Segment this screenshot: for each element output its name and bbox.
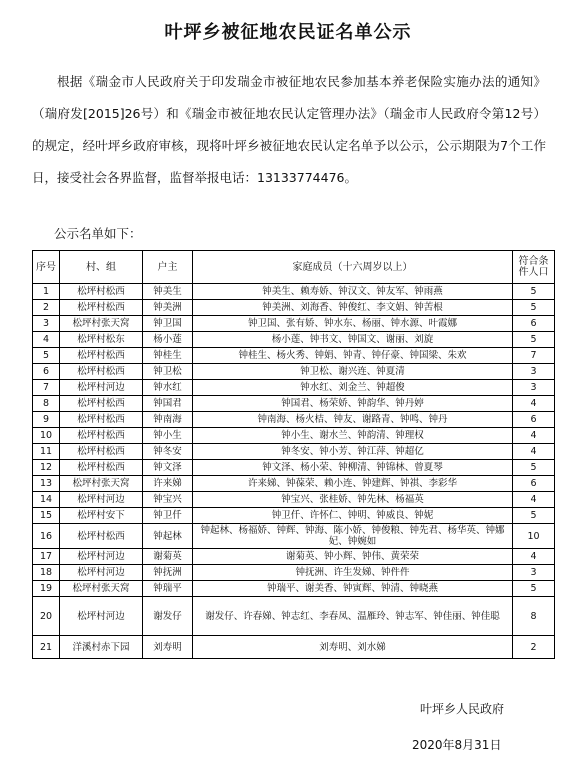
notice-body: 根据《瑞金市人民政府关于印发瑞金市被征地农民参加基本养老保险实施办法的通知》（瑞府发[2015]26号）和《瑞金市被征地农民认定管理办法》（瑞金市人民政府令第12号）的规定，经叶坪乡政府审核，现将叶坪乡被征地农民认定名单予以公示，公示期限为7个工作日，接受社会各界监督，监督举报电话：13133774476。 [32,74,546,185]
cell-count: 10 [513,524,555,549]
cell-village: 松坪村安下 [60,508,143,524]
cell-members: 钟起林、杨福娇、钟辉、钟海、陈小娇、钟俊粮、钟先君、杨华英、钟娜妃、钟婉如 [193,524,513,549]
table-row [33,565,555,581]
cell-village: 松坪村张天窝 [60,581,143,597]
cell-head: 钟卫仟 [143,508,193,524]
cell-count: 7 [513,348,555,364]
issue-date: 2020年8月31日 [412,738,502,752]
cell-head: 许来娣 [143,476,193,492]
cell-members: 钟卫仟、许怀仁、钟明、钟威良、钟妮 [193,508,513,524]
cell-members: 钟国君、杨荣娇、钟韵华、钟丹婷 [193,396,513,412]
cell-village: 松坪村松西 [60,284,143,300]
cell-members: 钟瑞平、谢美香、钟寅辉、钟清、钟晓燕 [193,581,513,597]
table-row [33,444,555,460]
cell-village: 松坪村松西 [60,428,143,444]
cell-head: 谢发仔 [143,597,193,636]
cell-head: 钟卫国 [143,316,193,332]
table-row [33,508,555,524]
cell-head: 钟抚洲 [143,565,193,581]
cell-village: 松坪村张天窝 [60,316,143,332]
cell-count: 3 [513,380,555,396]
cell-count: 4 [513,428,555,444]
cell-head: 钟小生 [143,428,193,444]
cell-count: 8 [513,597,555,636]
cell-head: 钟南海 [143,412,193,428]
cell-village: 松坪村河边 [60,565,143,581]
cell-village: 松坪村松西 [60,396,143,412]
cell-village: 松坪村松东 [60,332,143,348]
cell-village: 松坪村松西 [60,300,143,316]
table-header-row [33,251,555,284]
table-row [33,332,555,348]
table-row [33,549,555,565]
cell-seq: 11 [33,444,60,460]
cell-members: 钟美生、赖寿娇、钟汉文、钟友军、钟雨燕 [193,284,513,300]
cell-village: 松坪村河边 [60,549,143,565]
cell-seq: 17 [33,549,60,565]
cell-members: 杨小莲、钟书文、钟国文、谢丽、刘旋 [193,332,513,348]
cell-count: 5 [513,508,555,524]
header-village: 村、组 [60,251,143,284]
cell-members: 钟南海、杨火桔、钟友、谢路青、钟鸣、钟丹 [193,412,513,428]
cell-members: 钟冬安、钟小芳、钟江萍、钟超亿 [193,444,513,460]
cell-village: 松坪村河边 [60,492,143,508]
cell-count: 2 [513,636,555,659]
cell-seq: 15 [33,508,60,524]
cell-seq: 21 [33,636,60,659]
cell-head: 谢菊英 [143,549,193,565]
cell-members: 钟文泽、杨小荣、钟柳清、钟锦林、曾夏琴 [193,460,513,476]
cell-head: 钟美生 [143,284,193,300]
cell-count: 5 [513,460,555,476]
cell-head: 钟文泽 [143,460,193,476]
cell-seq: 4 [33,332,60,348]
table-row [33,581,555,597]
table-row [33,396,555,412]
cell-count: 5 [513,581,555,597]
cell-head: 刘寿明 [143,636,193,659]
cell-head: 钟瑞平 [143,581,193,597]
table-row [33,460,555,476]
table-row [33,524,555,549]
table-row [33,364,555,380]
header-members: 家庭成员（十六周岁以上） [193,251,513,284]
cell-count: 4 [513,444,555,460]
cell-members: 许来娣、钟葆荣、赖小连、钟建辉、钟祺、李彩华 [193,476,513,492]
roster-body [33,284,555,659]
cell-village: 松坪村松西 [60,348,143,364]
table-row [33,284,555,300]
cell-head: 钟国君 [143,396,193,412]
table-row [33,348,555,364]
cell-village: 松坪村河边 [60,597,143,636]
cell-head: 钟美洲 [143,300,193,316]
cell-seq: 13 [33,476,60,492]
cell-seq: 6 [33,364,60,380]
table-row [33,476,555,492]
cell-seq: 20 [33,597,60,636]
header-seq: 序号 [33,251,60,284]
cell-village: 松坪村松西 [60,364,143,380]
cell-members: 钟卫松、谢兴连、钟夏清 [193,364,513,380]
cell-count: 4 [513,396,555,412]
cell-seq: 19 [33,581,60,597]
cell-seq: 14 [33,492,60,508]
signature: 叶坪乡人民政府 [420,702,505,716]
cell-seq: 12 [33,460,60,476]
table-row [33,316,555,332]
cell-count: 3 [513,565,555,581]
cell-members: 谢菊英、钟小辉、钟伟、黄荣荣 [193,549,513,565]
cell-seq: 9 [33,412,60,428]
cell-seq: 1 [33,284,60,300]
cell-head: 钟起林 [143,524,193,549]
cell-count: 6 [513,476,555,492]
page-title: 叶坪乡被征地农民证名单公示 [164,22,412,43]
cell-count: 4 [513,549,555,565]
cell-members: 钟桂生、杨火秀、钟娟、钟青、钟仔豪、钟国梁、朱欢 [193,348,513,364]
table-row [33,492,555,508]
table-row [33,428,555,444]
cell-members: 钟抚洲、许生发娣、钟件件 [193,565,513,581]
cell-village: 松坪村松西 [60,524,143,549]
cell-seq: 8 [33,396,60,412]
cell-members: 刘寿明、刘水娣 [193,636,513,659]
cell-members: 钟卫国、张有娇、钟水东、杨丽、钟水源、叶霞娜 [193,316,513,332]
header-count: 符合条件人口 [513,251,555,284]
cell-seq: 18 [33,565,60,581]
cell-head: 钟水红 [143,380,193,396]
cell-count: 5 [513,300,555,316]
cell-count: 6 [513,316,555,332]
cell-head: 钟卫松 [143,364,193,380]
table-row [33,597,555,636]
cell-members: 钟小生、谢水兰、钟韵清、钟理权 [193,428,513,444]
cell-count: 6 [513,412,555,428]
header-head: 户主 [143,251,193,284]
cell-seq: 7 [33,380,60,396]
cell-head: 钟宝兴 [143,492,193,508]
cell-head: 钟桂生 [143,348,193,364]
cell-members: 钟美洲、刘海香、钟俊红、李文娟、钟苦根 [193,300,513,316]
cell-seq: 5 [33,348,60,364]
cell-head: 钟冬安 [143,444,193,460]
cell-seq: 3 [33,316,60,332]
cell-head: 杨小莲 [143,332,193,348]
cell-village: 松坪村松西 [60,460,143,476]
cell-seq: 16 [33,524,60,549]
cell-seq: 10 [33,428,60,444]
cell-members: 钟水红、刘金兰、钟超俊 [193,380,513,396]
cell-village: 洋溪村赤下园 [60,636,143,659]
table-row [33,380,555,396]
cell-village: 松坪村河边 [60,380,143,396]
cell-count: 4 [513,492,555,508]
list-intro: 公示名单如下： [54,226,142,241]
cell-count: 5 [513,284,555,300]
cell-village: 松坪村松西 [60,444,143,460]
roster-table [32,250,555,659]
cell-count: 5 [513,332,555,348]
cell-village: 松坪村松西 [60,412,143,428]
cell-seq: 2 [33,300,60,316]
cell-count: 3 [513,364,555,380]
table-row [33,412,555,428]
cell-members: 钟宝兴、张桂娇、钟先林、杨福英 [193,492,513,508]
table-row [33,636,555,659]
table-row [33,300,555,316]
cell-members: 谢发仔、许春娣、钟志红、李春凤、温雁玲、钟志军、钟佳丽、钟佳聪 [193,597,513,636]
cell-village: 松坪村张天窝 [60,476,143,492]
